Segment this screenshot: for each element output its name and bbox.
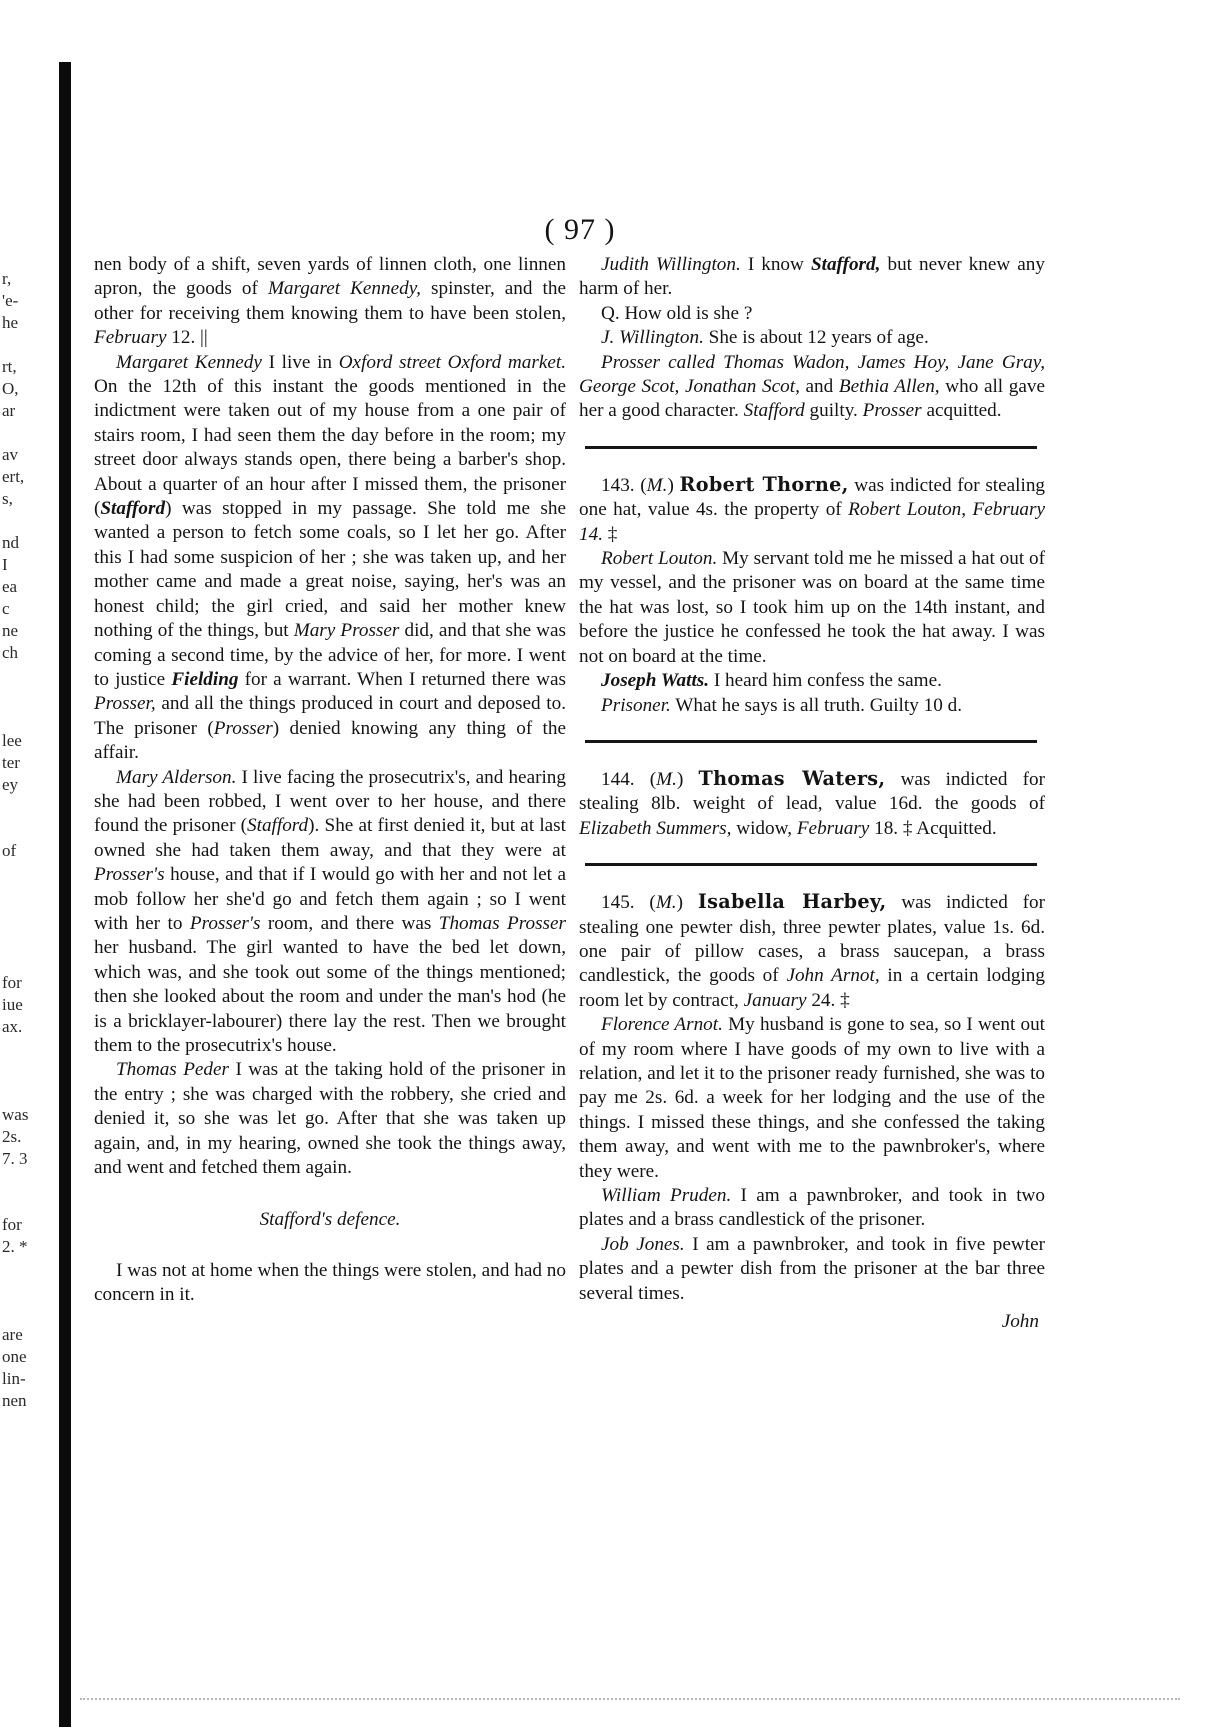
scan-noise-line bbox=[80, 1698, 1180, 1702]
margin-fragment bbox=[2, 1082, 52, 1104]
margin-fragment bbox=[2, 862, 52, 884]
margin-fragment bbox=[2, 1280, 52, 1302]
testimony-kennedy: Margaret Kennedy I live in Oxford street Oxford market. On the 12th of this instant the goods mentioned in the indictment were taken out of my house from a one pair of stairs room, I had seen them the day before in the room; my street door always stands open, there being a barber's shop. About a quarter of an hour after I missed them, the prisoner (Stafford) was stopped in my passage. She told me she wanted a person to fetch some coals, so I let her go. After this I had some suspicion of her ; she was taken up, and her mother came and made a great noise, saying, her's was an honest child; the girl cried, and said her mother knew nothing of the things, but Mary Prosser did, and that she was coming a second time, by the advice of her, for more. I went to justice Fielding for a warrant. When I returned there was Prosser, and all the things produced in court and deposed to. The prisoner (Prosser) denied knowing any thing of the affair. bbox=[94, 351, 567, 764]
section-rule bbox=[585, 740, 1037, 743]
case-143: 143. (M.) Robert Thorne, was indicted for stealing one hat, value 4s. the property of Robert Louton, February 14. ‡ bbox=[579, 472, 1046, 545]
witness-name: Job Jones. bbox=[601, 1233, 685, 1255]
margin-fragment bbox=[2, 664, 52, 686]
witness-name: Thomas Peder bbox=[116, 1059, 230, 1081]
answer-line: J. Willington. She is about 12 years of age. bbox=[601, 327, 929, 349]
witness-name: Margaret Kennedy bbox=[116, 351, 262, 373]
testimony-peder: Thomas Peder I was at the taking hold of the prisoner in the entry ; she was charged with the robbery, she cried and denied it, so she was let go. After that she was taken up again, and, in my hearing, owned she took the things away, and went and fetched them again. bbox=[94, 1059, 566, 1179]
margin-fragment bbox=[2, 334, 52, 356]
page-number: ( 97 ) bbox=[544, 213, 616, 246]
margin-fragment: of bbox=[2, 841, 17, 860]
section-rule bbox=[585, 446, 1037, 449]
margin-fragment bbox=[2, 686, 52, 708]
margin-fragment bbox=[2, 1302, 52, 1324]
defendant-name: Robert Thorne, bbox=[679, 472, 849, 496]
margin-fragment: ter bbox=[2, 753, 20, 772]
margin-fragment bbox=[2, 510, 52, 532]
margin-fragment: nd bbox=[2, 533, 19, 552]
margin-fragment: rt, bbox=[2, 357, 17, 376]
adjacent-page-fragments bbox=[2, 268, 52, 1412]
testimony-jones: Job Jones. I am a pawnbroker, and took in five pewter plates and a pewter dish from the prisoner at the bar three several times. bbox=[579, 1233, 1045, 1304]
margin-fragment bbox=[2, 950, 52, 972]
margin-fragment bbox=[2, 1060, 52, 1082]
margin-fragment bbox=[2, 906, 52, 928]
margin-fragment: lin- bbox=[2, 1369, 26, 1388]
page-binding-edge bbox=[59, 62, 71, 1727]
margin-fragment: av bbox=[2, 445, 19, 464]
witness-name: Joseph Watts. bbox=[601, 670, 710, 692]
margin-fragment: for bbox=[2, 973, 22, 992]
left-column bbox=[94, 253, 566, 1308]
margin-fragment: ey bbox=[2, 775, 19, 794]
margin-fragment: for bbox=[2, 1215, 22, 1234]
testimony-arnot: Florence Arnot. My husband is gone to sea, so I went out of my room where I have goods of my own to live with a relation, and let it to the prisoner ready furnished, she was to pay me 2s. 6d. a week for her lodging and the use of the things. I missed these things, and she confessed the taking them away, and went with me to the pawnbroker's, where they were. bbox=[579, 1014, 1045, 1182]
testimony-pruden: William Pruden. I am a pawnbroker, and took in two plates and a brass candlestick of the prisoner. bbox=[579, 1185, 1046, 1231]
margin-fragment bbox=[2, 1258, 52, 1280]
margin-fragment: ax. bbox=[2, 1017, 23, 1036]
witness-name: William Pruden. bbox=[601, 1185, 732, 1206]
margin-fragment: ert, bbox=[2, 467, 25, 486]
margin-fragment: 'e- bbox=[2, 291, 19, 310]
witness-name: Florence Arnot. bbox=[601, 1014, 723, 1036]
margin-fragment: r, bbox=[2, 269, 12, 288]
margin-fragment bbox=[2, 422, 52, 444]
case-145: 145. (M.) Isabella Harbey, was indicted for stealing one pewter dish, three pewter plates, value 1s. 6d. one pair of pillow cases, a brass saucepan, a brass candlestick, the goods of John Arnot, in a certain lodging room let by contract, January 24. ‡ bbox=[579, 890, 1046, 1011]
prisoner-statement: Prisoner. What he says is all truth. Guilty 10 d. bbox=[601, 694, 962, 716]
margin-fragment: I bbox=[2, 555, 8, 574]
defendant-name: Isabella Harbey, bbox=[697, 890, 887, 914]
margin-fragment: O, bbox=[2, 379, 19, 398]
character-witnesses: Prosser called Thomas Wadon, James Hoy, Jane Gray, George Scot, Jonathan Scot, and Bethia Allen, who all gave her a good character. Stafford guilty. Prosser acquitted. bbox=[579, 351, 1046, 422]
margin-fragment bbox=[2, 818, 52, 840]
margin-fragment: was bbox=[2, 1105, 29, 1124]
margin-fragment bbox=[2, 1038, 52, 1060]
section-rule bbox=[585, 863, 1037, 866]
testimony-alderson: Mary Alderson. I live facing the prosecutrix's, and hearing she had been robbed, I went over to her house, and there found the prisoner (Stafford). She at first denied it, but at last owned she had taken them away, and that they were at Prosser's house, and that if I would go with her and not let a mob follow her she'd go and fetch them again ; so I went with her to Prosser's room, and there was Thomas Prosser her husband. The girl wanted to have the bed let down, which was, and she took out some of the things mentioned; then she looked about the room and under the man's hod (he is a bricklayer-labourer) there lay the rest. Then we brought them to the prosecutrix's house. bbox=[94, 766, 566, 1056]
margin-fragment: ar bbox=[2, 401, 16, 420]
margin-fragment: ne bbox=[2, 621, 19, 640]
testimony-willington: Judith Willington. I know Stafford, but never knew any harm of her. bbox=[579, 254, 1045, 300]
testimony-louton: Robert Louton. My servant told me he missed a hat out of my vessel, and the prisoner was on board at the same time the hat was lost, so I took him up on the 14th instant, and before the justice he confessed he took the hat away. I was not on board at the time. bbox=[579, 548, 1045, 667]
margin-fragment: ea bbox=[2, 577, 18, 596]
margin-fragment: iue bbox=[2, 995, 23, 1014]
margin-fragment: ch bbox=[2, 643, 19, 662]
witness-name: Robert Louton. bbox=[601, 548, 718, 570]
margin-fragment bbox=[2, 928, 52, 950]
case-144: 144. (M.) Thomas Waters, was indicted for stealing 8lb. weight of lead, value 16d. the goods of Elizabeth Summers, widow, February 18. ‡ Acquitted. bbox=[579, 766, 1045, 839]
margin-fragment: 2. * bbox=[2, 1237, 28, 1256]
margin-fragment: nen bbox=[2, 1391, 27, 1410]
margin-fragment bbox=[2, 708, 52, 730]
defendant-name: Thomas Waters, bbox=[698, 766, 886, 790]
defence-text: I was not at home when the things were stolen, and had no concern in it. bbox=[94, 1259, 566, 1306]
question-line: Q. How old is she ? bbox=[601, 302, 753, 324]
indictment-continuation: nen body of a shift, seven yards of linnen cloth, one linnen apron, the goods of Margaret Kennedy, spinster, and the other for receiving them knowing them to have been stolen, February 12. || bbox=[94, 254, 566, 349]
margin-fragment bbox=[2, 884, 52, 906]
margin-fragment: are bbox=[2, 1325, 23, 1344]
witness-name: Mary Alderson. bbox=[116, 766, 237, 788]
margin-fragment: s, bbox=[2, 489, 13, 508]
defence-heading: Stafford's defence. bbox=[259, 1209, 401, 1231]
margin-fragment: lee bbox=[2, 731, 22, 750]
margin-fragment bbox=[2, 1170, 52, 1192]
margin-fragment: 2s. bbox=[2, 1127, 22, 1146]
catchword: John bbox=[1001, 1311, 1039, 1333]
margin-fragment: he bbox=[2, 313, 19, 332]
margin-fragment: c bbox=[2, 599, 10, 618]
right-column bbox=[579, 253, 1045, 1334]
margin-fragment bbox=[2, 1192, 52, 1214]
margin-fragment: 7. 3 bbox=[2, 1149, 28, 1168]
margin-fragment: one bbox=[2, 1347, 27, 1366]
margin-fragment bbox=[2, 796, 52, 818]
testimony-watts: Joseph Watts. I heard him confess the same. bbox=[601, 670, 942, 692]
witness-name: Judith Willington. bbox=[601, 254, 741, 275]
